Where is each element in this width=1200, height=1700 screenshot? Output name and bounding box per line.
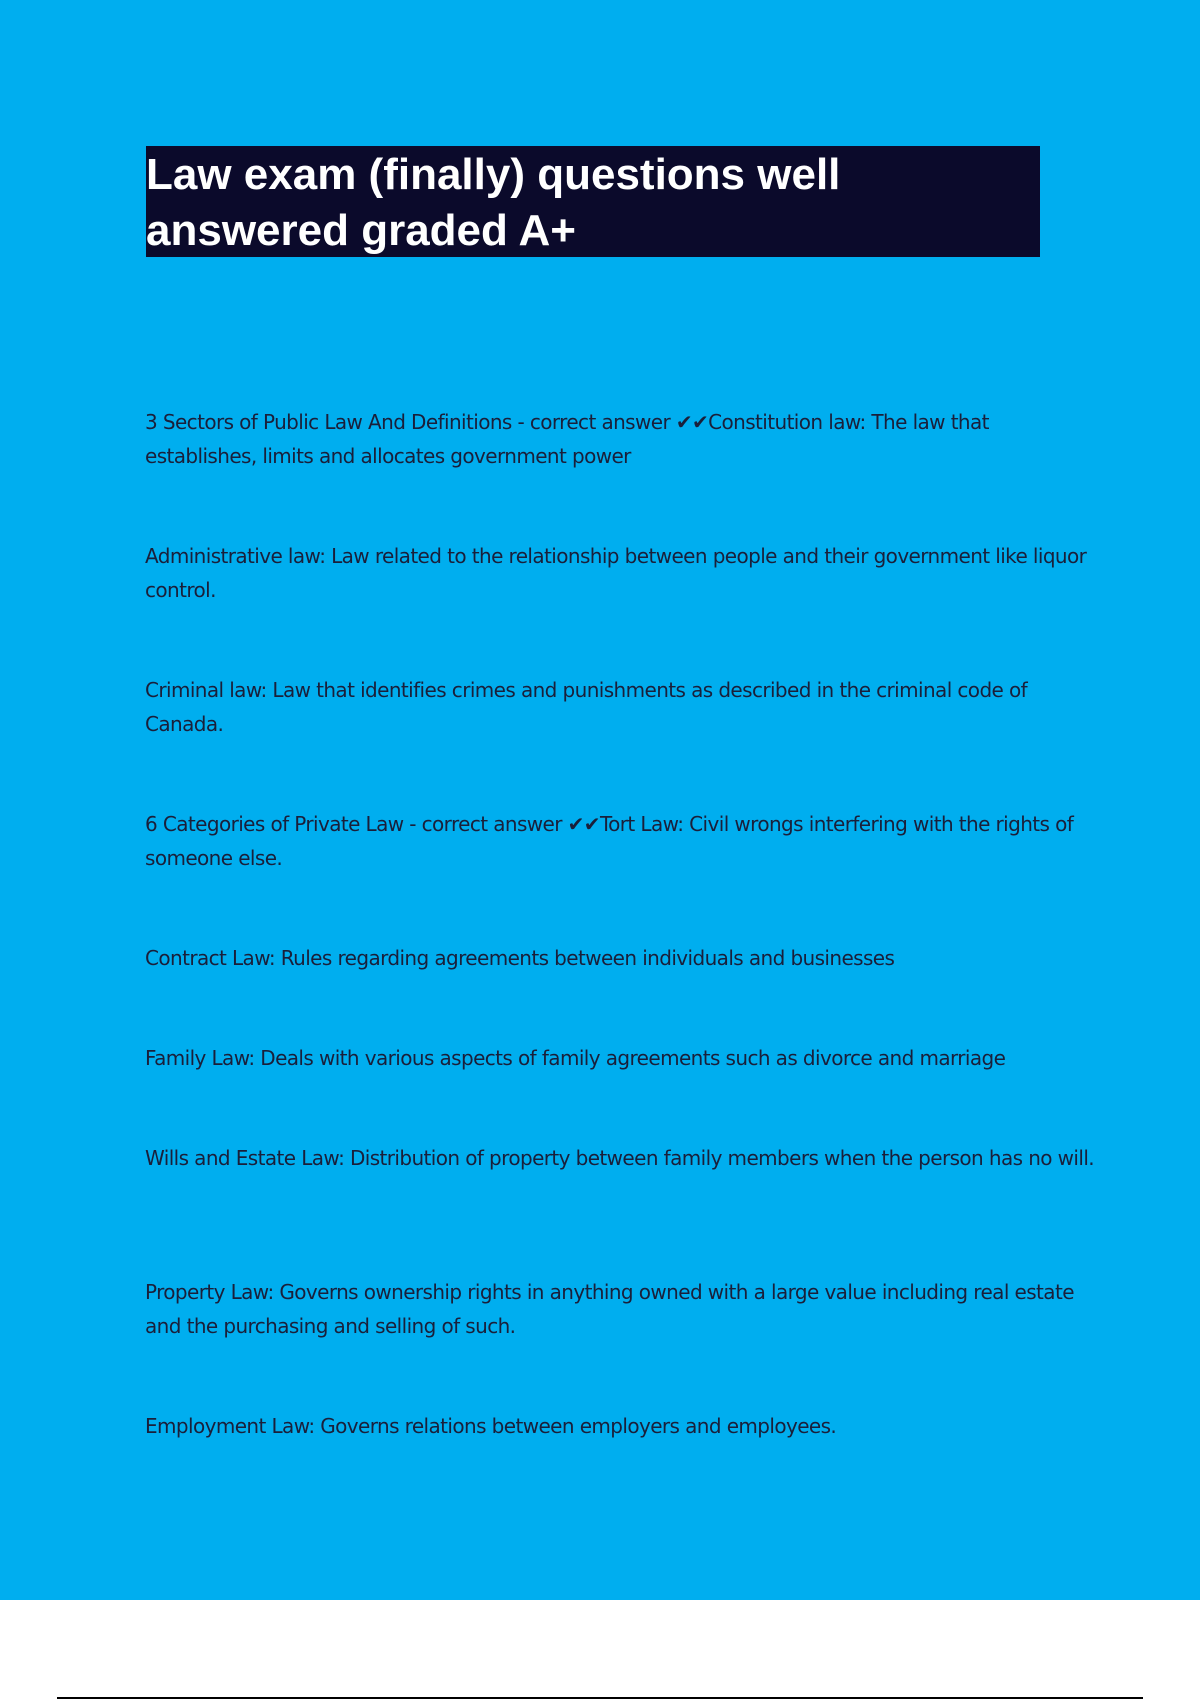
paragraph-criminal-law: Criminal law: Law that identifies crimes and punishments as described in the criminal code of Canada. — [145, 678, 1028, 736]
paragraph-property-law: Property Law: Governs ownership rights in anything owned with a large value including real estate and the purchasing and selling of such. — [145, 1280, 1074, 1338]
paragraph-employment-law: Employment Law: Governs relations between employers and employees. — [145, 1414, 837, 1438]
paragraph-administrative-law: Administrative law: Law related to the relationship between people and their government like liquor control. — [145, 544, 1087, 602]
footer-rule — [57, 1697, 1143, 1699]
document-title: Law exam (finally) questions well answered graded A+ — [146, 150, 841, 255]
paragraph-contract-law: Contract Law: Rules regarding agreements between individuals and businesses — [145, 946, 895, 970]
title-banner — [146, 146, 1040, 257]
paragraph-family-law: Family Law: Deals with various aspects of family agreements such as divorce and marriage — [145, 1046, 1006, 1070]
paragraph-wills-estate-law: Wills and Estate Law: Distribution of property between family members when the person has no will. — [145, 1146, 1095, 1170]
paragraph-private-law-categories: 6 Categories of Private Law - correct answer ✔✔Tort Law: Civil wrongs interfering with the rights of someone else. — [145, 812, 1074, 870]
paragraph-public-law-sectors: 3 Sectors of Public Law And Definitions - correct answer ✔✔Constitution law: The law that establishes, limits and allocates government power — [145, 410, 989, 468]
